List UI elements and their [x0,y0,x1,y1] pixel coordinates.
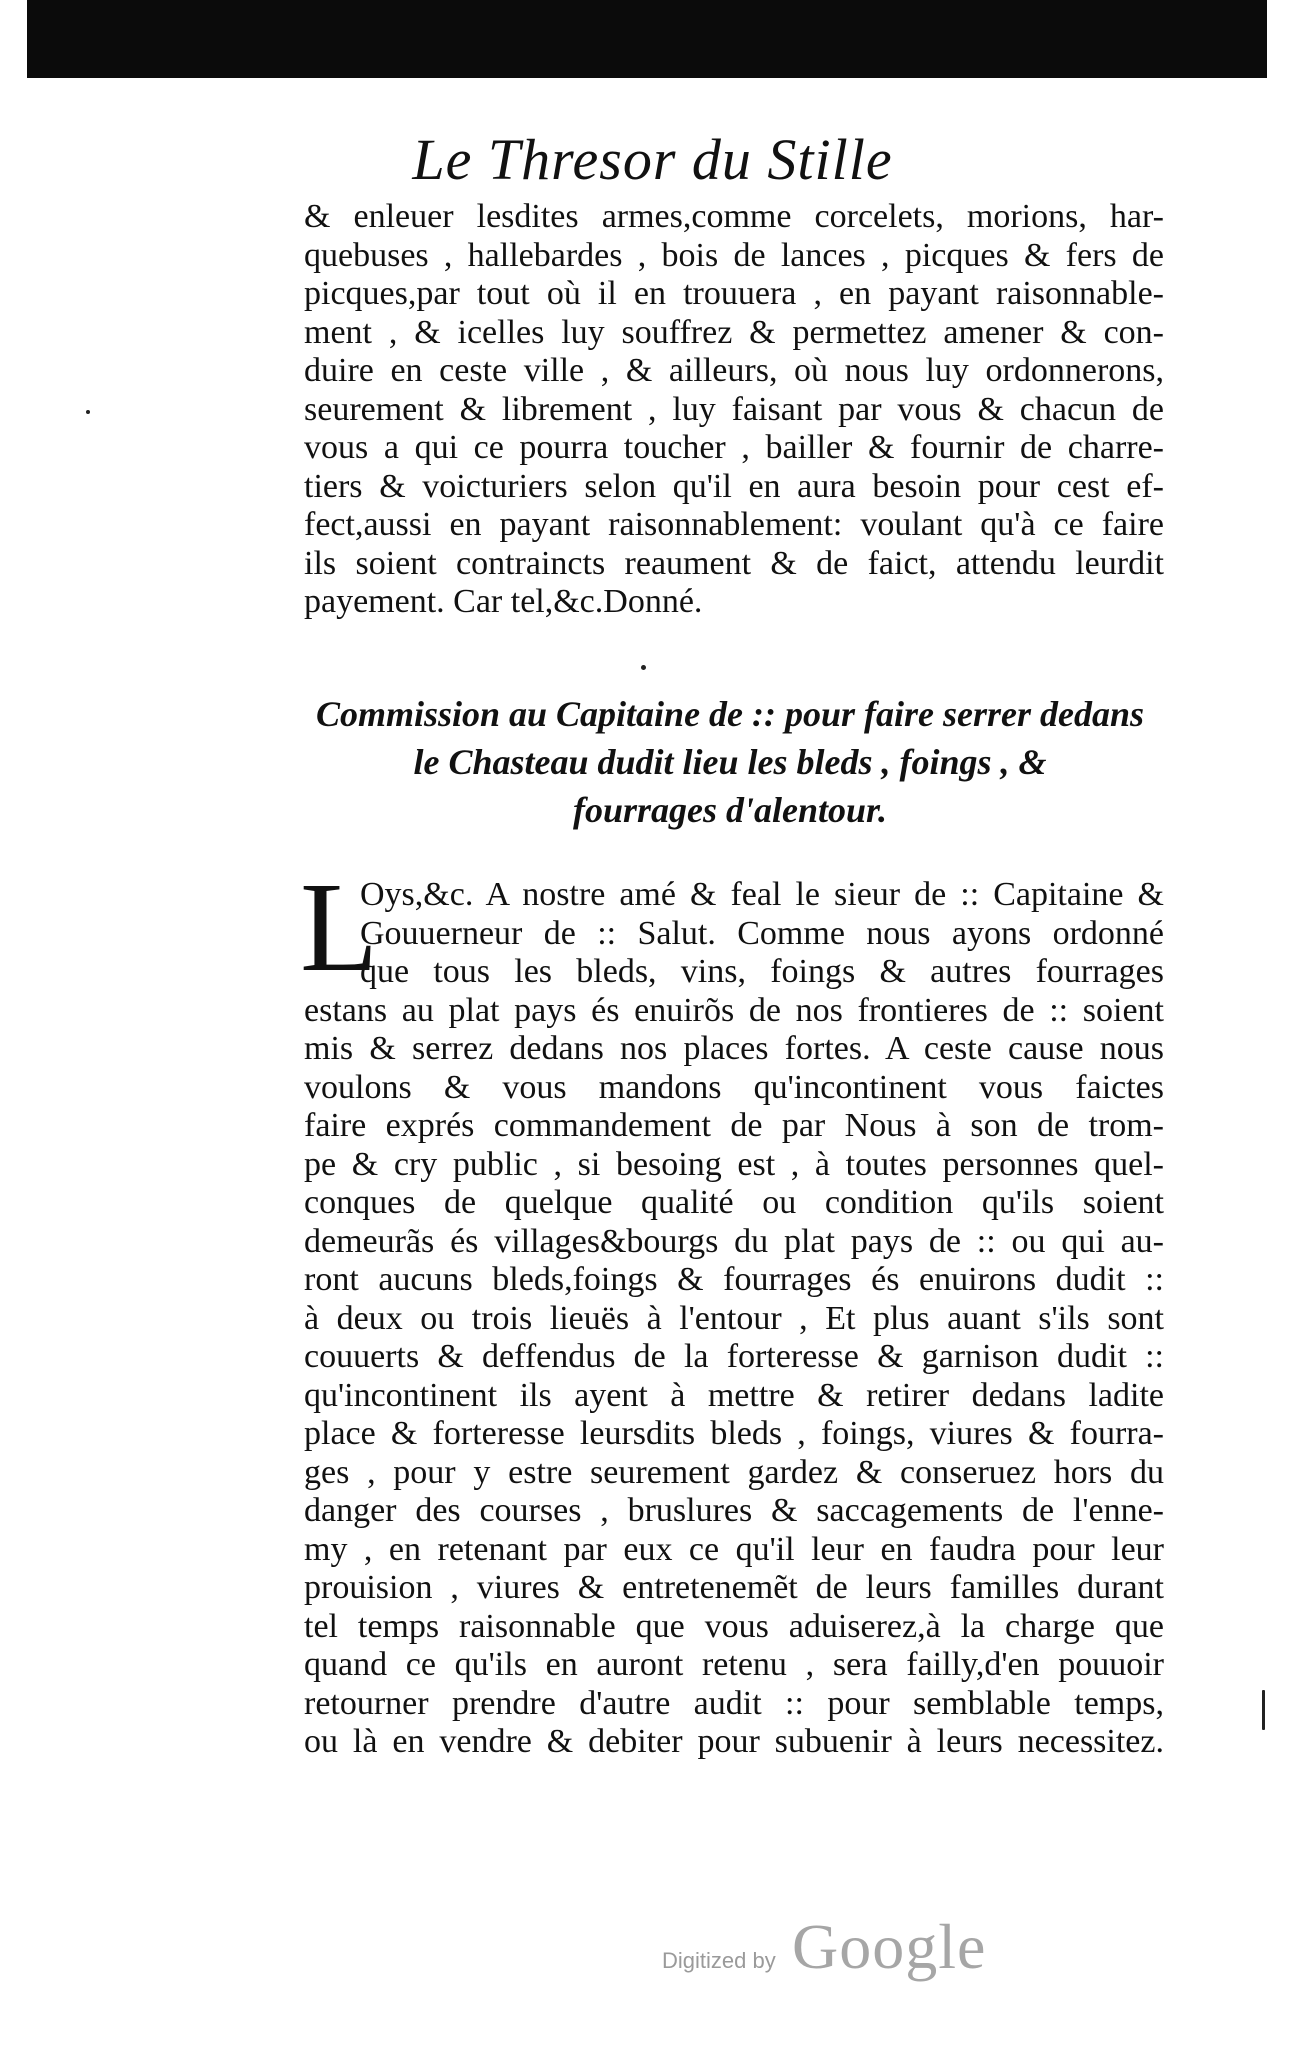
text-line: danger des courses , bruslures & saccagements de l'enne- [304,1492,1164,1529]
text-line: ment , & icelles luy souffrez & permettez amener & con- [304,313,1164,351]
text-line: tiers & voicturiers selon qu'il en aura besoin pour cest ef- [304,467,1164,505]
text-line: demeurãs és villages&bourgs du plat pays de :: ou qui au- [304,1222,1164,1260]
text-line: ges , pour y estre seurement gardez & conseruez hors du [304,1453,1164,1491]
google-logo: Google [792,1911,987,1982]
text-line: estans au plat pays és enuirõs de nos frontieres de :: soient [304,991,1164,1029]
drop-cap: L [300,856,379,998]
text-line: tel temps raisonnable que vous aduiserez,à la charge que [304,1607,1164,1645]
text-line: my , en retenant par eux ce qu'il leur en faudra pour leur [304,1530,1164,1568]
paragraph-1 [304,198,1164,622]
text-line: pe & cry public , si besoing est , à toutes personnes quel- [304,1145,1164,1183]
text-line: vous a qui ce pourra toucher , bailler & fournir de charre- [304,429,1164,466]
text-line: picques,par tout où il en trouuera , en payant raisonnable- [304,275,1164,312]
text-line: quebuses , hallebardes , bois de lances , picques & fers de [304,236,1164,274]
running-head: Le Thresor du Stille [412,127,893,192]
text-line: seurement & librement , luy faisant par vous & chacun de [304,390,1164,428]
ink-speck [1262,1690,1265,1730]
text-line: ou là en vendre & debiter pour subuenir à leurs necessitez. [304,1723,1164,1760]
section-heading [290,690,1170,834]
text-line: conques de quelque qualité ou condition qu'ils soient [304,1184,1164,1221]
text-line: place & forteresse leursdits bleds , foings, viures & fourra- [304,1415,1164,1452]
heading-line: fourrages d'alentour. [572,790,888,830]
text-line: fect,aussi en payant raisonnablement: voulant qu'à ce faire [304,506,1164,543]
text-line: ront aucuns bleds,foings & fourrages és enuirons dudit :: [304,1261,1164,1298]
text-line: prouision , viures & entretenemẽt de leurs familles durant [304,1569,1164,1606]
ink-speck [641,665,646,670]
text-line: que tous les bleds, vins, foings & autres fourrages [360,953,1164,990]
text-line: à deux ou trois lieuës à l'entour , Et plus auant s'ils sont [304,1299,1164,1337]
text-line: ils soient contraincts reaument & de faict, attendu leurdit [304,544,1164,582]
paragraph-2 [304,876,1164,1762]
text-line: mis & serrez dedans nos places fortes. A ceste cause nous [304,1030,1164,1067]
text-line: couuerts & deffendus de la forteresse & garnison dudit :: [304,1338,1164,1375]
digitized-by-label: Digitized by [662,1948,776,1973]
text-line: faire exprés commandement de par Nous à son de trom- [304,1107,1164,1144]
text-line: retourner prendre d'autre audit :: pour semblable temps, [304,1684,1164,1722]
text-line: voulons & vous mandons qu'incontinent vous faictes [304,1068,1164,1106]
scan-top-border [27,0,1267,78]
text-line: & enleuer lesdites armes,comme corcelets, morions, har- [304,198,1164,235]
text-line: qu'incontinent ils ayent à mettre & retirer dedans ladite [304,1376,1164,1414]
text-line: Oys,&c. A nostre amé & feal le sieur de :: Capitaine & [360,876,1164,913]
text-line: quand ce qu'ils en auront retenu , sera failly,d'en pouuoir [304,1646,1164,1683]
text-line: duire en ceste ville , & ailleurs, où nous luy ordonnerons, [304,352,1164,389]
ink-speck [86,410,90,414]
heading-line: Commission au Capitaine de :: pour faire serrer dedans [315,694,1145,734]
heading-line: le Chasteau dudit lieu les bleds , foings , & [413,742,1047,782]
text-line: Gouuerneur de :: Salut. Comme nous ayons ordonné [360,914,1164,952]
text-line-last: payement. Car tel,&c.Donné. [304,583,703,620]
